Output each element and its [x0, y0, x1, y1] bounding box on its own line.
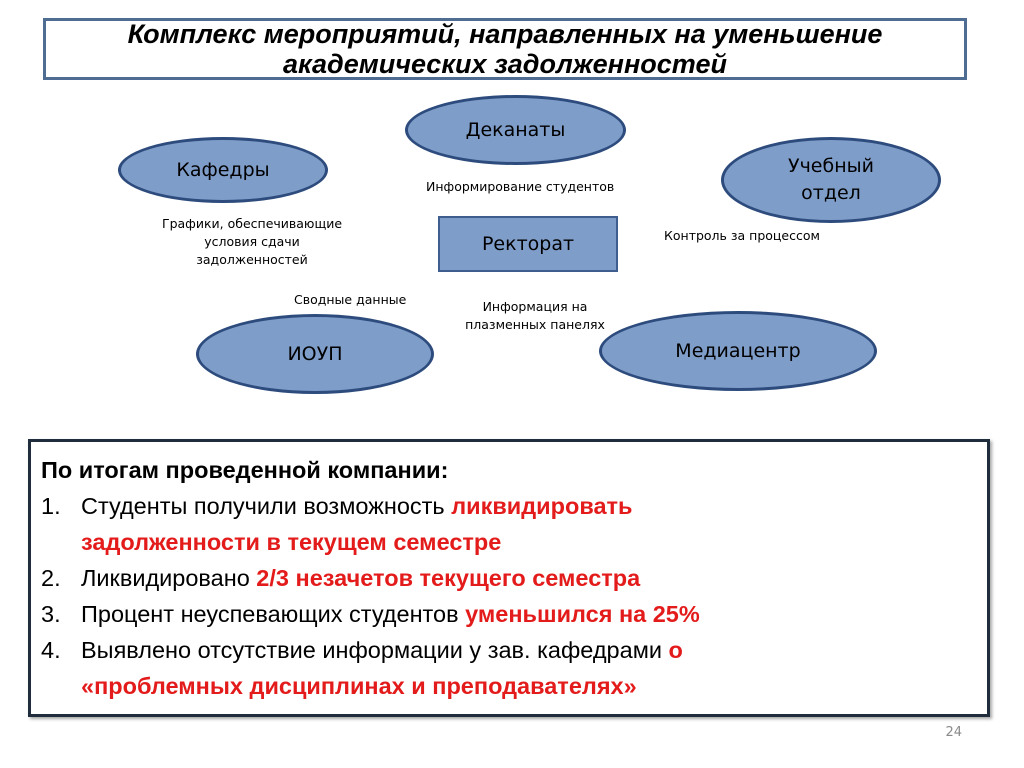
summary-item-2-text: Ликвидировано: [81, 565, 257, 591]
label-schedules-line3: задолженностей: [196, 252, 308, 267]
summary-item-4-number: 4.: [41, 637, 61, 663]
summary-item-1-highlight: ликвидировать: [451, 493, 633, 519]
summary-item-4-highlight-2: «проблемных дисциплинах и преподавателях»: [81, 673, 637, 699]
summary-item-1-number: 1.: [41, 493, 61, 519]
label-plasma-line2: плазменных панелях: [465, 317, 605, 332]
label-schedules-line1: Графики, обеспечивающие: [161, 216, 343, 231]
node-mediacentr: [599, 311, 877, 391]
summary-item-3-highlight: уменьшился на 25%: [465, 601, 700, 627]
summary-item-4-text: Выявлено отсутствие информации у зав. кафедрами: [81, 637, 669, 663]
slide-title-line1: Комплекс мероприятий, направленных на уменьшение: [127, 19, 883, 49]
page-number: 24: [945, 725, 962, 740]
summary-item-3-text: Процент неуспевающих студентов: [81, 601, 466, 627]
summary-item-1: [41, 488, 977, 560]
summary-list: [41, 488, 977, 704]
node-dekanaty-label: Деканаты: [465, 118, 566, 141]
slide-title-line2: академических задолженностей: [283, 49, 727, 79]
label-control: Контроль за процессом: [664, 228, 820, 243]
node-kafedry-label: Кафедры: [176, 158, 270, 181]
summary-item-1-highlight-2: задолженности в текущем семестре: [81, 529, 502, 555]
slide-title-box: [43, 18, 967, 80]
node-kafedry: [118, 137, 328, 203]
node-uchebny-otdel-line1: Учебный: [788, 155, 874, 177]
summary-item-4: [41, 632, 977, 704]
summary-item-3-number: 3.: [41, 601, 61, 627]
summary-item-3: [41, 596, 977, 632]
label-plasma-line1: Информация на: [482, 299, 588, 314]
label-schedules: [150, 215, 354, 269]
summary-item-2-number: 2.: [41, 565, 61, 591]
summary-item-1-text: Студенты получили возможность: [81, 493, 452, 519]
label-informing: Информирование студентов: [426, 179, 615, 194]
node-rektorat: [438, 216, 618, 272]
node-uchebny-otdel: [721, 137, 941, 223]
node-ioup-label: ИОУП: [287, 342, 343, 365]
slide-title: [128, 19, 883, 79]
label-summary-data: Сводные данные: [294, 292, 407, 307]
node-mediacentr-label: Медиацентр: [675, 339, 801, 362]
node-uchebny-otdel-label: [788, 153, 874, 207]
node-uchebny-otdel-line2: отдел: [801, 182, 861, 204]
label-plasma: [455, 298, 615, 334]
node-dekanaty: [405, 95, 626, 165]
summary-box: [28, 439, 990, 717]
node-ioup: [196, 314, 434, 394]
summary-heading: По итогам проведенной компании:: [41, 457, 449, 483]
summary-item-2: [41, 560, 977, 596]
summary-item-2-highlight: 2/3 незачетов текущего семестра: [256, 565, 641, 591]
label-schedules-line2: условия сдачи: [204, 234, 300, 249]
node-rektorat-label: Ректорат: [481, 232, 575, 255]
summary-item-4-highlight: о: [668, 637, 683, 663]
